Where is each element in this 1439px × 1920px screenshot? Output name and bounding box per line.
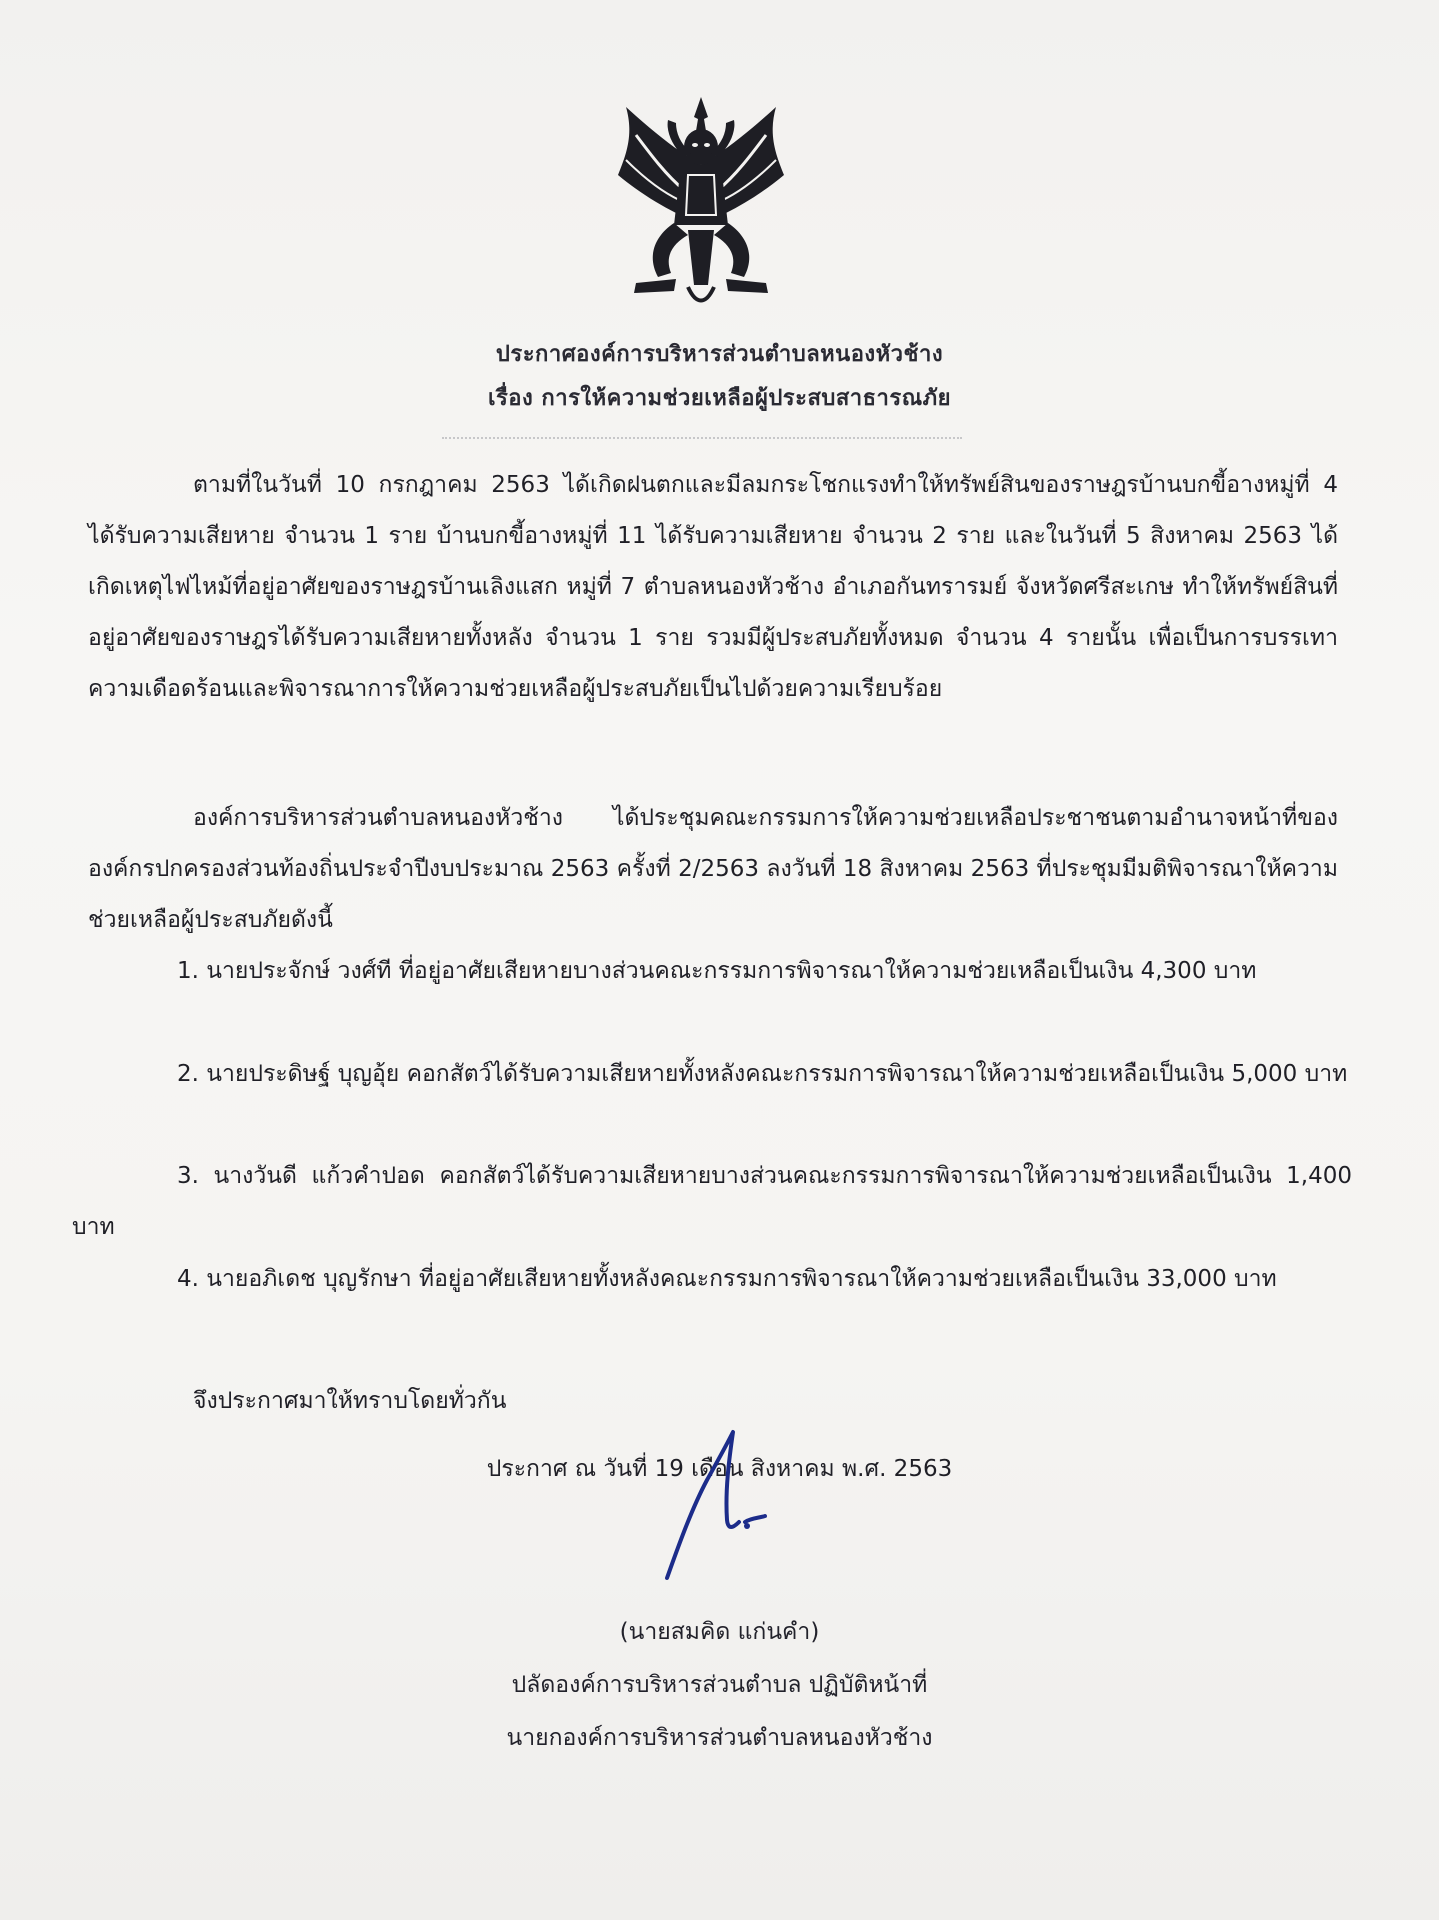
announcement-subject: เรื่อง การให้ความช่วยเหลือผู้ประสบสาธารณภัย [487,386,952,411]
closing-statement: จึงประกาศมาให้ทราบโดยทั่วกัน [193,1388,507,1414]
garuda-emblem-icon [596,95,806,315]
handwritten-signature [655,1410,795,1590]
list-item: 3. นางวันดี แก้วคำปอด คอกสัตว์ได้รับความเสียหายบางส่วนคณะกรรมการพิจารณาให้ความช่วยเหลือเป็นเงิน 1,400 บาท [72,1163,1352,1240]
list-item: 2. นายประดิษฐ์ บุญอุ้ย คอกสัตว์ได้รับความเสียหายทั้งหลังคณะกรรมการพิจารณาให้ความช่วยเหลือเป็นเงิน 5,000 บาท [177,1061,1348,1087]
announcement-date: ประกาศ ณ วันที่ 19 เดือน สิงหาคม พ.ศ. 2563 [486,1456,953,1482]
list-item: 4. นายอภิเดช บุญรักษา ที่อยู่อาศัยเสียหายทั้งหลังคณะกรรมการพิจารณาให้ความช่วยเหลือเป็นเงิน 33,000 บาท [177,1266,1277,1292]
signatory-position-1: ปลัดองค์การบริหารส่วนตำบล ปฏิบัติหน้าที่ [511,1672,928,1698]
signatory-position-2: นายกองค์การบริหารส่วนตำบลหนองหัวช้าง [506,1725,933,1751]
body-paragraph-2: องค์การบริหารส่วนตำบลหนองหัวช้าง ได้ประชุมคณะกรรมการให้ความช่วยเหลือประชาชนตามอำนาจหน้าที่ขององค์กรปกครองส่วนท้องถิ่นประจำปีงบประมาณ 2563 ครั้งที่ 2/2563 ลงวันที่ 18 สิงหาคม 2563 ที่ประชุมมีมติพิจารณาให้ความช่วยเหลือผู้ประสบภัยดังนี้ [88,805,1338,933]
header-divider [442,437,962,439]
body-paragraph-1: ตามที่ในวันที่ 10 กรกฎาคม 2563 ได้เกิดฝนตกและมีลมกระโชกแรงทำให้ทรัพย์สินของราษฎรบ้านบกขี้อางหมู่ที่ 4 ได้รับความเสียหาย จำนวน 1 ราย บ้านบกขี้อางหมู่ที่ 11 ได้รับความเสียหาย จำนวน 2 ราย และในวันที่ 5 สิงหาคม 2563 ได้เกิดเหตุไฟไหม้ที่อยู่อาศัยของราษฎรบ้านเลิงแสก หมู่ที่ 7 ตำบลหนองหัวช้าง อำเภอกันทรารมย์ จังหวัดศรีสะเกษ ทำให้ทรัพย์สินที่อยู่อาศัยของราษฎรได้รับความเสียหายทั้งหลัง จำนวน 1 ราย รวมมีผู้ประสบภัยทั้งหมด จำนวน 4 รายนั้น เพื่อเป็นการบรรเทาความเดือดร้อนและพิจารณาการให้ความช่วยเหลือผู้ประสบภัยเป็นไปด้วยความเรียบร้อย [88,472,1338,702]
announcement-title: ประกาศองค์การบริหารส่วนตำบลหนองหัวช้าง [495,342,944,367]
list-item: 1. นายประจักษ์ วงศ์ที ที่อยู่อาศัยเสียหายบางส่วนคณะกรรมการพิจารณาให้ความช่วยเหลือเป็นเงิน 4,300 บาท [177,958,1257,984]
signatory-name: (นายสมคิด แก่นคำ) [619,1619,820,1645]
